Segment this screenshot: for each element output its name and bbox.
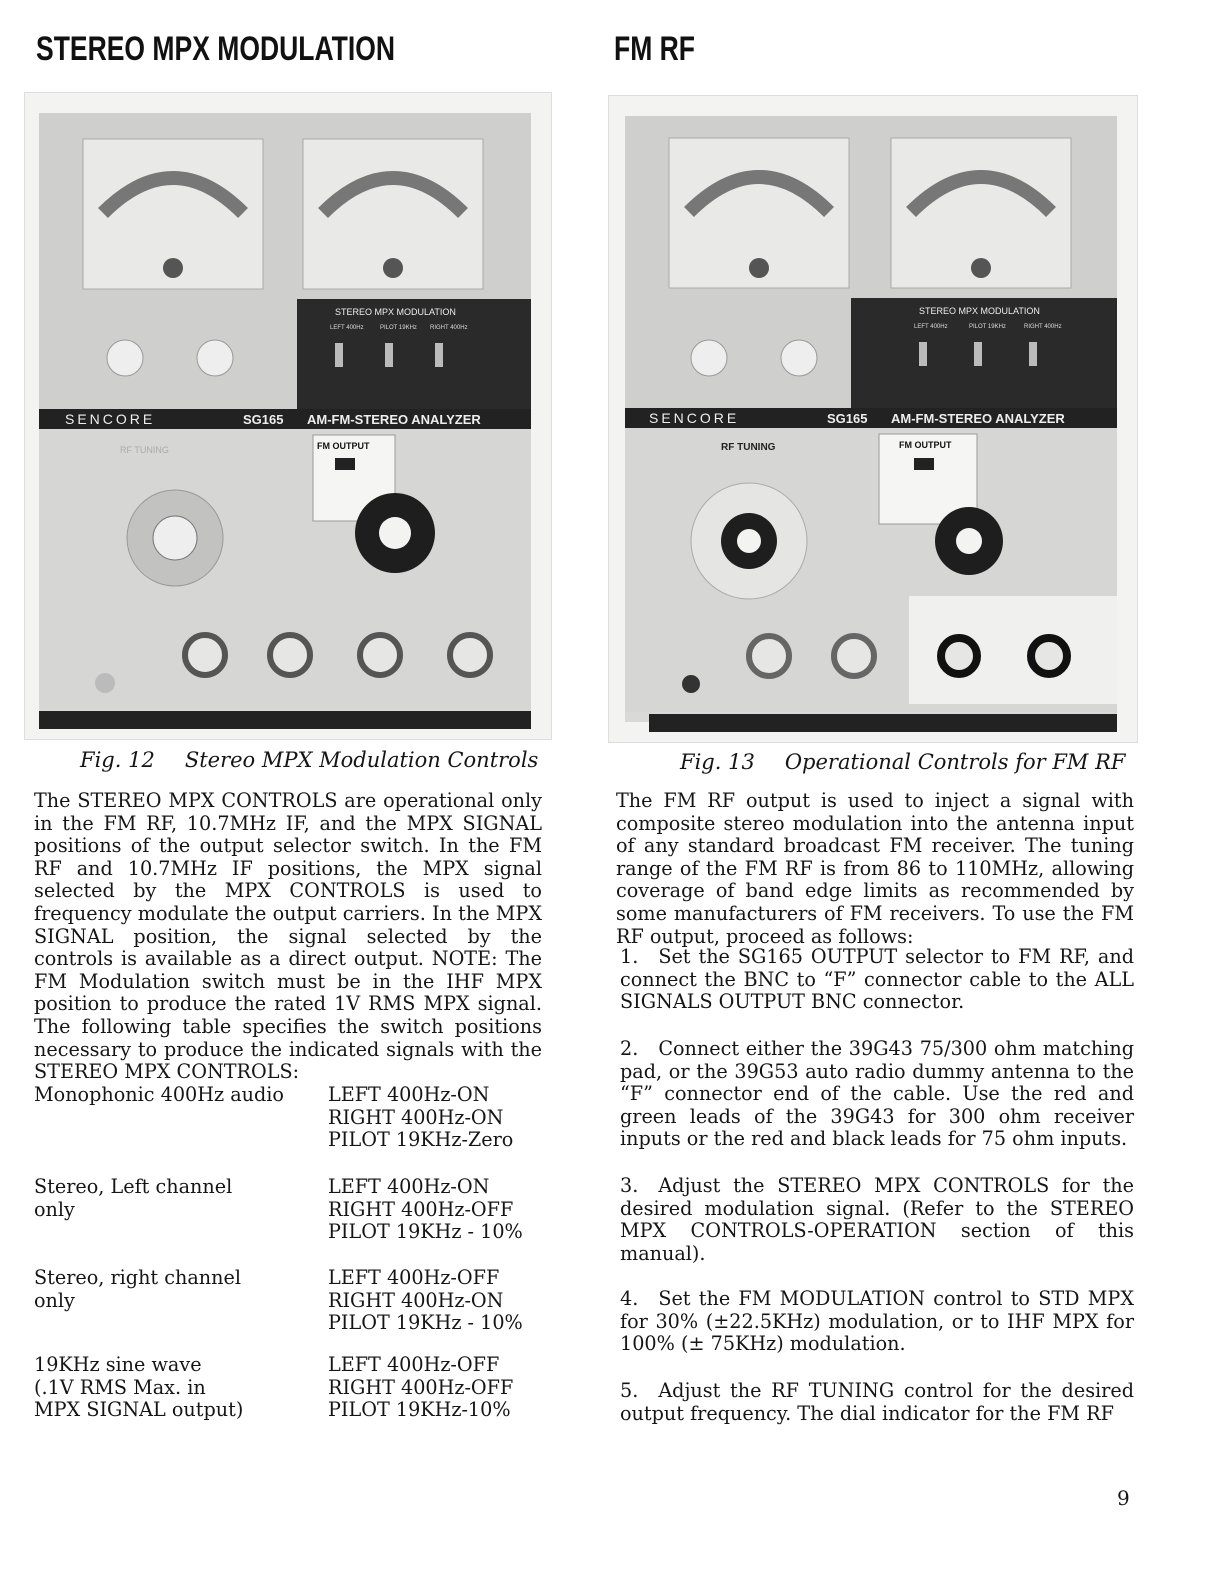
table-signal: Monophonic 400Hz audio [34,1083,284,1106]
table-signal: MPX SIGNAL output) [34,1398,244,1422]
step-number: 1. [620,945,639,968]
stereo-col-right-label-2: RIGHT 400Hz [1024,324,1062,330]
fm-output-label-right: FM OUTPUT [899,440,952,450]
step-text: Set the SG165 OUTPUT selector to FM RF, and connect the BNC to “F” connector cable to the ALL SIGNALS OUTPUT BNC connector. [620,945,1134,1014]
stereo-col-left-label: LEFT 400Hz [330,325,364,331]
step-text: Adjust the RF TUNING control for the desired output frequency. The dial indicator for the FM RF [620,1379,1134,1425]
brand-sencore-right: SENCORE [649,410,740,426]
table-signal: 19KHz sine wave [34,1353,202,1376]
table-signal: (.1V RMS Max. in [34,1375,206,1399]
page-number: 9 [1117,1486,1130,1510]
figure-12-caption [80,748,538,772]
table-setting: PILOT 19KHz - 10% [328,1220,523,1244]
step-text: Adjust the STEREO MPX CONTROLS for the desired modulation signal. (Refer to the STEREO MPX CONTROLS-OPERATION section of this manual). [620,1174,1134,1265]
table-setting: PILOT 19KHz - 10% [328,1311,523,1335]
stereo-col-left-label-2: LEFT 400Hz [914,324,948,330]
table-signal: only [34,1288,75,1312]
table-setting: PILOT 19KHz-Zero [328,1128,514,1152]
figure-13-caption [680,750,1125,774]
table-setting: RIGHT 400Hz-OFF [328,1197,514,1221]
figure-13-photo [608,95,1138,743]
table-signal: Stereo, right channel [34,1266,241,1289]
step-2 [620,1038,1134,1151]
table-signal: Stereo, Left channel [34,1175,233,1198]
step-number: 5. [620,1379,639,1402]
step-text: Set the FM MODULATION control to STD MPX for 30% (±22.5KHz) modulation, or to IHF MPX for 100% (± 75KHz) modulation. [620,1287,1134,1356]
table-setting: RIGHT 400Hz-ON [328,1105,504,1129]
left-body-paragraph: The STEREO MPX CONTROLS are operational only in the FM RF, 10.7MHz IF, and the MPX SIGNAL positions of the output selector switch. In the FM RF and 10.7MHz IF positions, the MPX signal selected by the MPX CONTROLS is used to frequency modulate the output carriers. In the MPX SIGNAL position, the signal selected by the controls is available as a direct output. NOTE: The FM Modulation switch must be in the IHF MPX position to produce the rated 1V RMS MPX signal. The following table specifies the switch positions necessary to produce the indicated signals with the STEREO MPX CONTROLS: [34,789,542,1084]
figure-12-caption-text: Stereo MPX Modulation Controls [184,748,539,772]
figure-12-photo [24,92,552,740]
step-4 [620,1288,1134,1356]
stereo-box-title-right: STEREO MPX MODULATION [919,306,1040,316]
stereo-col-pilot-label: PILOT 19KHz [380,325,417,331]
stereo-col-pilot-label-2: PILOT 19KHz [969,324,1006,330]
stereo-col-right-label: RIGHT 400Hz [430,325,468,331]
figure-13-number: Fig. 13 [680,750,755,774]
step-5 [620,1380,1134,1425]
step-3 [620,1175,1134,1265]
fm-output-label-left: FM OUTPUT [317,441,370,451]
table-setting: LEFT 400Hz-OFF [328,1353,500,1376]
sg165-panel-photo-left [25,93,551,739]
right-intro-paragraph: The FM RF output is used to inject a signal with composite stereo modulation into the antenna input of any standard broadcast FM receiver. The tuning range of the FM RF is from 86 to 110MHz, allowing coverage of band edge limits as recommended by some manufacturers of FM receivers. To use the FM RF output, proceed as follows: [616,789,1134,948]
rf-tuning-label-left: RF TUNING [120,445,169,455]
figure-13-caption-text: Operational Controls for FM RF [784,750,1126,774]
table-signal: only [34,1197,75,1221]
step-text: Connect either the 39G43 75/300 ohm matching pad, or the 39G53 auto radio dummy antenna to the “F” connector end of the cable. Use the red and green leads of the 39G43 for 300 ohm receiver inputs or the red and black leads for 75 ohm inputs. [620,1037,1134,1151]
step-1 [620,946,1134,1014]
model-sg165-right: SG165 [827,411,868,426]
panel-title-right: AM-FM-STEREO ANALYZER [891,411,1065,426]
brand-sencore-left: SENCORE [65,411,156,427]
stereo-box-title-left: STEREO MPX MODULATION [335,307,456,317]
model-sg165-left: SG165 [243,412,284,427]
heading-fm-rf: FM RF [614,30,696,68]
table-setting: PILOT 19KHz-10% [328,1398,511,1422]
table-setting: LEFT 400Hz-ON [328,1083,490,1106]
step-number: 2. [620,1037,639,1060]
rf-tuning-label-right: RF TUNING [721,442,776,453]
step-number: 3. [620,1174,639,1197]
table-setting: RIGHT 400Hz-ON [328,1288,504,1312]
panel-title-left: AM-FM-STEREO ANALYZER [307,412,481,427]
figure-12-number: Fig. 12 [80,748,155,772]
table-setting: LEFT 400Hz-ON [328,1175,490,1198]
step-number: 4. [620,1287,639,1310]
sg165-panel-photo-right [609,96,1137,742]
heading-stereo-mpx-modulation: STEREO MPX MODULATION [36,30,396,68]
table-setting: RIGHT 400Hz-OFF [328,1375,514,1399]
table-setting: LEFT 400Hz-OFF [328,1266,500,1289]
